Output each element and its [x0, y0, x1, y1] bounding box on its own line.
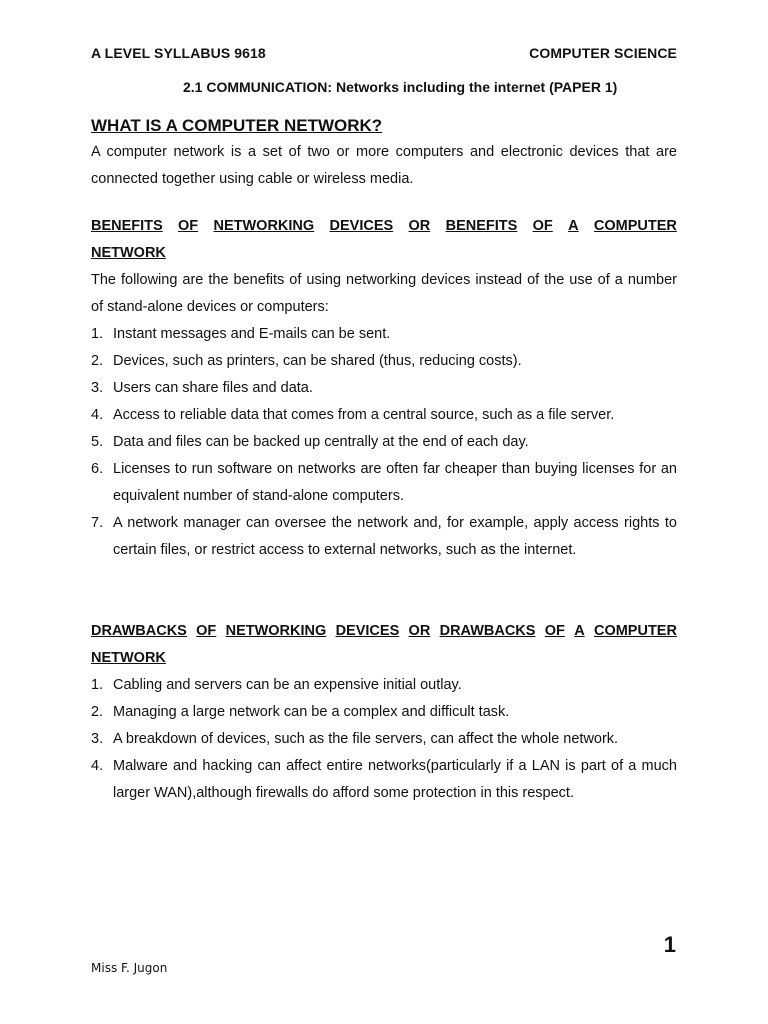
list-text: A breakdown of devices, such as the file servers, can affect the whole network. — [113, 731, 619, 747]
list-number: 1. — [91, 326, 104, 342]
section3-heading-line2: NETWORK — [91, 650, 166, 666]
heading-word: DEVICES — [329, 218, 394, 234]
heading-word: NETWORKING — [213, 218, 315, 234]
section1-paragraph: A computer network is a set of two or more computers and electronic devices that are connected together using cable or wireless media. — [91, 144, 677, 187]
list-number: 4. — [91, 758, 104, 774]
list-number: 4. — [91, 407, 104, 423]
list-item — [91, 375, 677, 402]
list-item — [91, 429, 677, 456]
list-item — [91, 321, 677, 348]
list-text: Malware and hacking can affect entire networks(particularly if a LAN is part of a much larger WAN),although firewalls do afford some protection in this respect. — [113, 758, 677, 801]
list-text: Managing a large network can be a complex and difficult task. — [113, 704, 510, 720]
heading-word: NETWORKING — [225, 623, 327, 639]
list-item — [91, 402, 677, 429]
list-item — [91, 753, 677, 807]
list-text: Access to reliable data that comes from a central source, such as a file server. — [113, 407, 615, 423]
heading-word: BENEFITS — [91, 218, 163, 234]
heading-word: OR — [408, 623, 431, 639]
heading-word: COMPUTER — [593, 623, 677, 639]
heading-word: A — [568, 218, 579, 234]
list-number: 5. — [91, 434, 104, 450]
heading-word: BENEFITS — [445, 218, 518, 234]
section3-heading-line1 — [91, 618, 677, 645]
footer-author: Miss F. Jugon — [91, 961, 168, 975]
header-subject: COMPUTER SCIENCE — [529, 45, 677, 61]
section1-heading: WHAT IS A COMPUTER NETWORK? — [91, 116, 383, 135]
list-item — [91, 672, 677, 699]
heading-word: OF — [532, 218, 553, 234]
header-syllabus: A LEVEL SYLLABUS 9618 — [91, 45, 266, 61]
list-item — [91, 510, 677, 564]
list-item — [91, 699, 677, 726]
spacer — [91, 564, 677, 618]
section2-heading-line1 — [91, 213, 677, 240]
heading-word: DEVICES — [335, 623, 400, 639]
list-item — [91, 456, 677, 510]
list-text: Data and files can be backed up centrally at the end of each day. — [113, 434, 529, 450]
list-number: 7. — [91, 515, 104, 531]
heading-word: OF — [178, 218, 199, 234]
page-number: 1 — [663, 932, 676, 957]
heading-word: OF — [196, 623, 217, 639]
heading-word: DRAWBACKS — [439, 623, 536, 639]
document-body — [91, 112, 677, 807]
heading-word: OF — [544, 623, 565, 639]
benefits-list — [91, 321, 677, 564]
list-number: 3. — [91, 731, 104, 747]
list-number: 3. — [91, 380, 104, 396]
drawbacks-list — [91, 672, 677, 807]
heading-word: COMPUTER — [593, 218, 677, 234]
heading-word: DRAWBACKS — [91, 623, 187, 639]
section2-intro: The following are the benefits of using networking devices instead of the use of a number of stand-alone devices or computers: — [91, 272, 677, 315]
list-text: Devices, such as printers, can be shared (thus, reducing costs). — [113, 353, 522, 369]
list-number: 2. — [91, 353, 104, 369]
section2-heading-line2: NETWORK — [91, 245, 166, 261]
list-item — [91, 726, 677, 753]
list-text: A network manager can oversee the network and, for example, apply access rights to certain files, or restrict access to external networks, such as the internet. — [113, 515, 677, 558]
heading-word: A — [574, 623, 585, 639]
list-number: 1. — [91, 677, 104, 693]
list-item — [91, 348, 677, 375]
list-text: Users can share files and data. — [113, 380, 313, 396]
document-subtitle: 2.1 COMMUNICATION: Networks including the internet (PAPER 1) — [183, 79, 618, 95]
list-text: Instant messages and E-mails can be sent. — [113, 326, 391, 342]
list-number: 6. — [91, 461, 104, 477]
list-number: 2. — [91, 704, 104, 720]
spacer — [91, 193, 677, 213]
list-text: Cabling and servers can be an expensive initial outlay. — [113, 677, 462, 693]
heading-word: OR — [408, 218, 431, 234]
list-text: Licenses to run software on networks are often far cheaper than buying licenses for an equivalent number of stand-alone computers. — [113, 461, 677, 504]
